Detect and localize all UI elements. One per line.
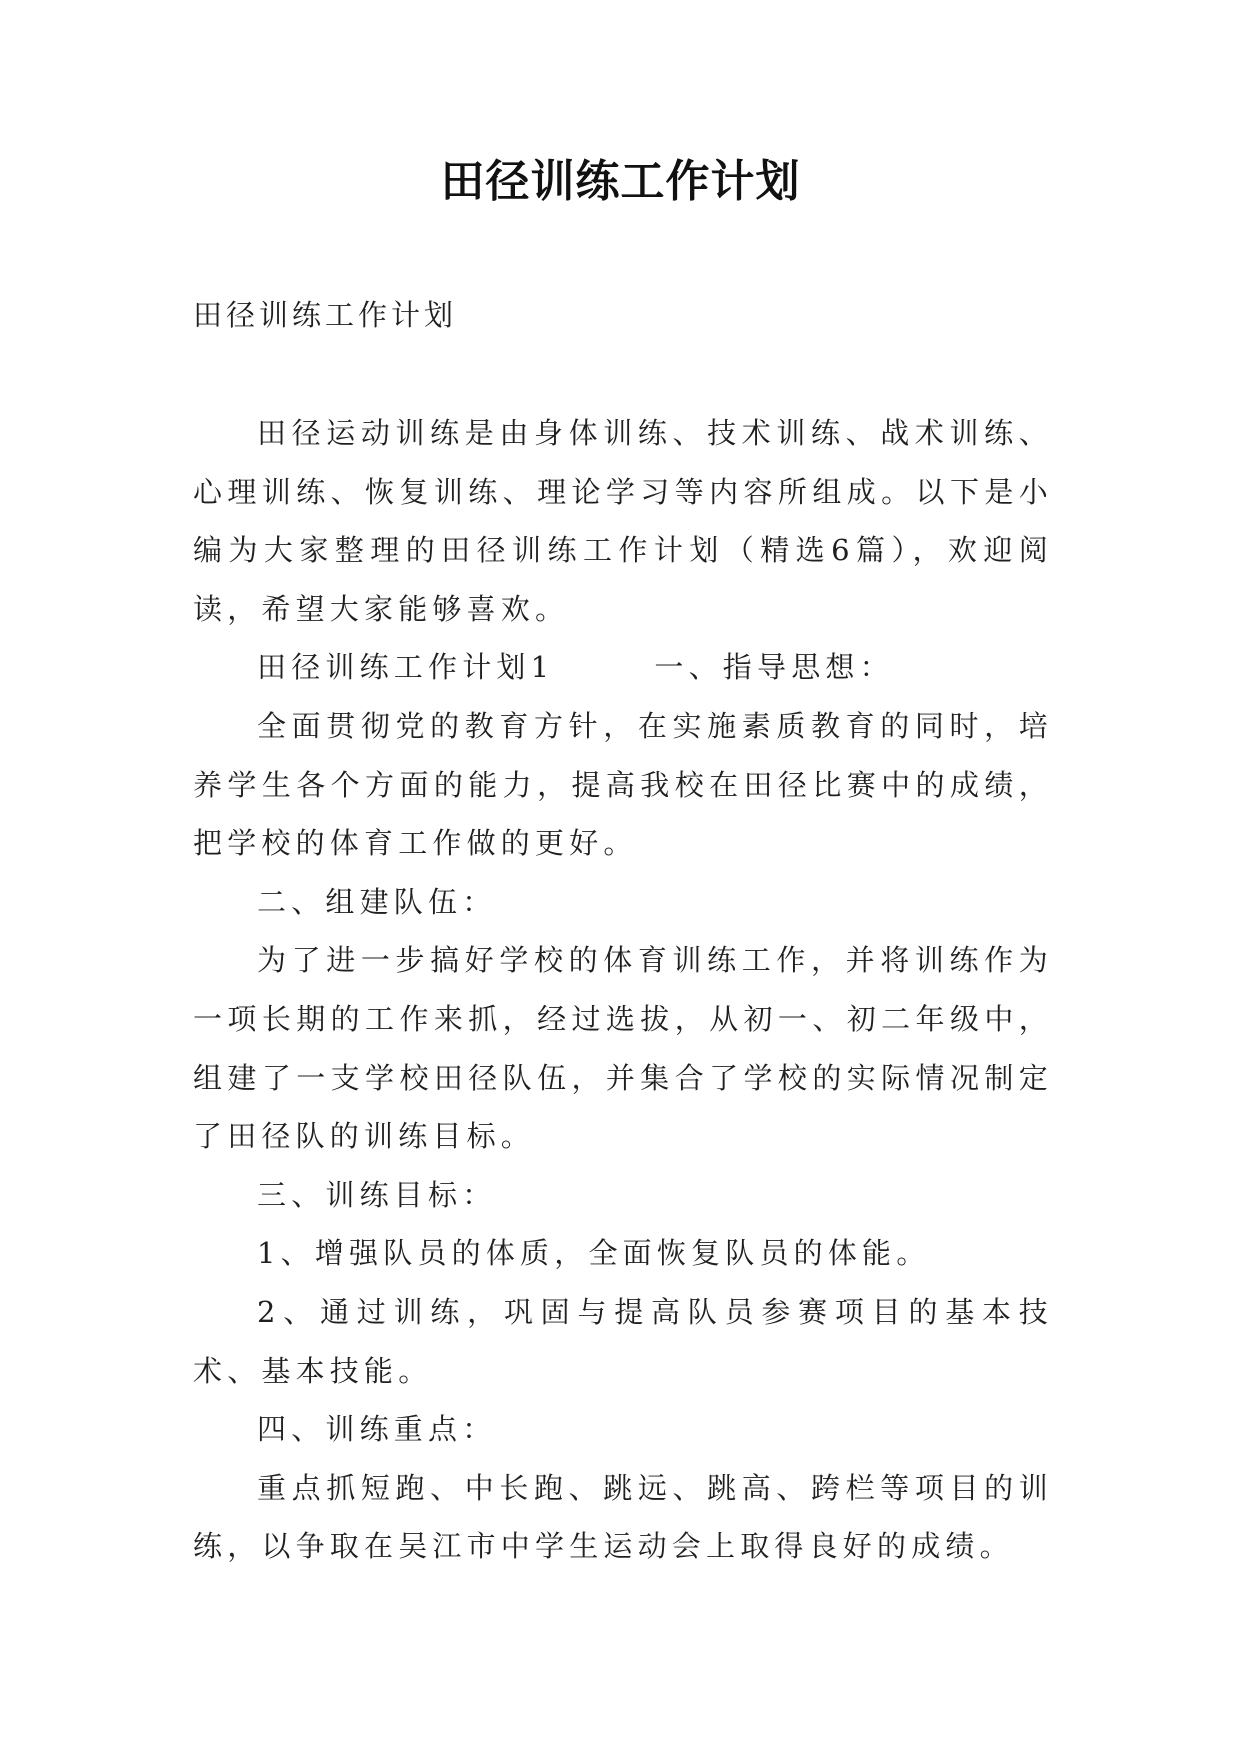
document-subtitle: 田径训练工作计划	[193, 298, 458, 332]
document-body	[193, 404, 1053, 1576]
section-heading-focus: 四、训练重点：	[257, 1412, 497, 1447]
guiding-thought-paragraph: 全面贯彻党的教育方针，在实施素质教育的同时，培养学生各个方面的能力，提高我校在田径比赛中的成绩，把学校的体育工作做的更好。	[193, 708, 1053, 861]
goal-item-1: 1、增强队员的体质，全面恢复队员的体能。	[257, 1236, 931, 1271]
goal-item-2: 2、通过训练，巩固与提高队员参赛项目的基本技术、基本技能。	[193, 1294, 1053, 1388]
focus-paragraph: 重点抓短跑、中长跑、跳远、跳高、跨栏等项目的训练，以争取在吴江市中学生运动会上取得良好的成绩。	[193, 1470, 1053, 1564]
plan-1-heading: 田径训练工作计划1 一、指导思想：	[257, 650, 894, 685]
intro-paragraph: 田径运动训练是由身体训练、技术训练、战术训练、心理训练、恢复训练、理论学习等内容所组成。以下是小编为大家整理的田径训练工作计划（精选6篇），欢迎阅读，希望大家能够喜欢。	[193, 416, 1053, 626]
team-paragraph: 为了进一步搞好学校的体育训练工作，并将训练作为一项长期的工作来抓，经过选拔，从初一、初二年级中，组建了一支学校田径队伍，并集合了学校的实际情况制定了田径队的训练目标。	[193, 943, 1053, 1154]
document-title: 田径训练工作计划	[440, 156, 801, 207]
section-heading-goals: 三、训练目标：	[257, 1177, 497, 1212]
section-heading-team: 二、组建队伍：	[257, 884, 497, 919]
